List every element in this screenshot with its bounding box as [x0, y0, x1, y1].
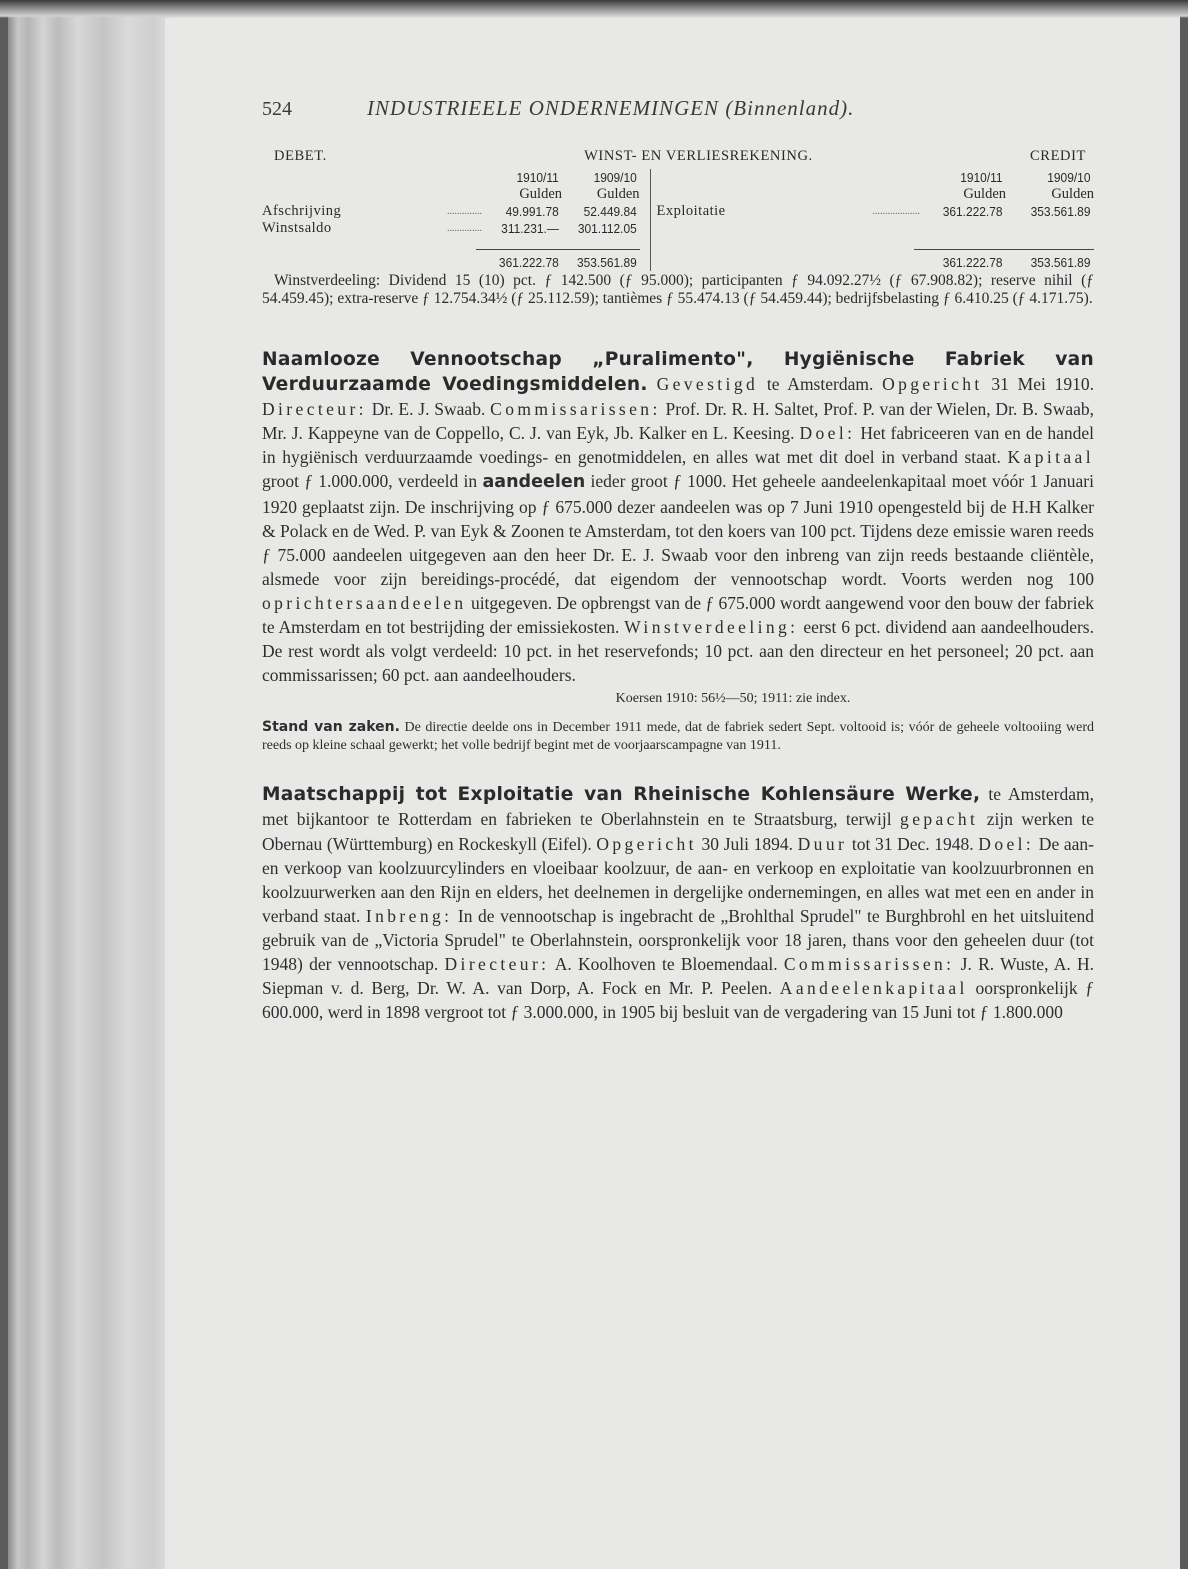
spaced-keyword: oprichtersaandeelen — [262, 592, 467, 613]
table-header-units — [262, 186, 1094, 203]
debit-unit-1: Gulden — [519, 186, 562, 202]
credit-unit-1: Gulden — [963, 186, 1006, 202]
entry-rheinische-kohlensaure — [262, 782, 1094, 1024]
table-total-row — [262, 254, 1094, 271]
spaced-keyword: Doel: — [799, 423, 856, 444]
status-title: Stand van zaken. — [262, 719, 400, 736]
spaced-keyword: Doel: — [978, 833, 1035, 854]
page-content — [262, 96, 1094, 1024]
status-note — [262, 719, 1094, 754]
status-text: De directie deelde ons in December 1911 mede, dat de fabriek sedert Sept. voltooid is; vóór de geheele voltooiing werd reeds op kleine schaal gewerkt; het volle bedrijf begint met de voorjaarscampagne van 1911. — [262, 720, 1094, 753]
entry-puralimento — [262, 347, 1094, 754]
spaced-keyword: Commissarissen: — [783, 953, 955, 974]
text-run: J. R. Wuste, A. H. Siepman v. d. Berg, Dr. W. A. van Dorp, A. Fock en Mr. P. Peelen. — [262, 953, 1094, 999]
table-rule-row — [262, 237, 1094, 254]
text-run: zijn werken te Obernau (Württemburg) en Rockeskyll (Eifel). — [262, 809, 1094, 854]
row-value: 311.231.— — [501, 221, 559, 236]
credit-unit-2: Gulden — [1051, 186, 1094, 202]
spaced-keyword: Aandeelenkapitaal — [779, 978, 968, 999]
profit-distribution: Winstverdeeling: Dividend 15 (10) pct. ƒ 142.500 (ƒ 95.000); participanten ƒ 94.092.27½ (ƒ 67.908.82); reserve nihil (ƒ 54.459.45); extra-reserve ƒ 12.754.34½ (ƒ 25.112.59); tantièmes ƒ 55.474.13 (ƒ 54.459.44); bedrijfsbelasting ƒ 6.410.25 (ƒ 4.171.75). — [262, 272, 1094, 307]
account-heading — [262, 148, 1094, 165]
text-run: uitgegeven. De opbrengst van de ƒ 675.000 wordt aangewend voor den bouw der fabriek te Amsterdam en tot bestrijding der emissiekosten. — [262, 592, 1094, 638]
text-run: In de vennootschap is ingebracht de „Brohlthal Sprudel" te Burghbrohl en het uitsluitend gebruik van de „Victoria Sprudel" te Oberlahnstein, oorspronkelijk voor 18 jaren, thans voor den geheelen duur (tot 1948) der vennootschap. — [262, 905, 1094, 974]
running-title: INDUSTRIEELE ONDERNEMINGEN (Binnenland). — [367, 96, 855, 120]
row-value: 353.561.89 — [1030, 204, 1091, 219]
row-label: Afschrijving — [262, 203, 342, 219]
bold-keyword: aandeelen — [482, 472, 586, 493]
leader-dots: .............. — [447, 206, 482, 217]
table-row — [262, 220, 1094, 237]
price-quotes: Koersen 1910: 56½—50; 1911: zie index. — [615, 691, 851, 707]
entry-text — [262, 374, 1094, 685]
table-header-years — [262, 169, 1094, 186]
row-label: Winstsaldo — [262, 220, 332, 236]
text-run: Prof. Dr. R. H. Saltet, Prof. P. van der Wielen, Dr. B. Swaab, Mr. J. Kappeyne van de Coppello, C. J. van Eyk, Jb. Kalker en L. Keesing. — [262, 399, 1094, 444]
row-value: 52.449.84 — [566, 203, 647, 220]
spaced-keyword: Inbreng: — [365, 905, 453, 926]
debit-unit-2: Gulden — [562, 186, 650, 203]
leader-dots: ................... — [872, 206, 920, 217]
debit-label: DEBET. — [274, 148, 327, 164]
row-label: Exploitatie — [656, 203, 726, 219]
text-run: groot ƒ 1.000.000, verdeeld in — [262, 471, 483, 492]
company-title: Maatschappij tot Exploitatie van Rheinische Kohlensäure Werke, — [262, 784, 981, 806]
total-value: 353.561.89 — [1030, 255, 1091, 270]
text-run: A. Koolhoven te Bloemendaal. — [549, 953, 784, 974]
text-run: tot 31 Dec. 1948. — [847, 833, 979, 854]
text-run: 31 Mei 1910. — [982, 374, 1094, 395]
spaced-keyword: Directeur: — [444, 953, 550, 974]
text-run: ieder groot ƒ 1000. Het geheele aandeelenkapitaal moet vóór 1 Januari 1920 geplaatst zijn. De inschrijving op ƒ 675.000 dezer aandeelen was op 7 Juni 1910 opengesteld bij de H.H Kalker & Polack en de Wed. P. van Eyk & Zoonen te Amsterdam, tot den koers van 100 pct. Tijdens deze emissie waren reeds ƒ 75.000 aandeelen uitgegeven aan den heer Dr. E. J. Swaab voor den inbreng van zijn reeds bestaande cliëntèle, alsmede voor zijn bereidings-procédé, dat eigendom der vennootschap wordt. Voorts werden nog 100 — [262, 471, 1095, 589]
spaced-keyword: Duur — [797, 833, 848, 854]
entry-text — [262, 784, 1094, 1022]
spaced-keyword: Opgericht — [596, 833, 697, 854]
debit-year-1: 1910/11 — [516, 170, 559, 185]
text-run: oorspronkelijk ƒ 600.000, werd in 1898 vergroot tot ƒ 3.000.000, in 1905 bij besluit van de vergadering van 15 Juni tot ƒ 1.800.000 — [262, 978, 1095, 1023]
spaced-keyword: Gevestigd — [656, 374, 759, 395]
spaced-keyword: Commissarissen: — [490, 399, 661, 420]
text-run: eerst 6 pct. dividend aan aandeelhouders. De rest wordt als volgt verdeeld: 10 pct. in het reservefonds; 10 pct. aan den directeur en het personeel; 20 pct. aan commissarissen; 60 pct. aan aandeelhouders. — [262, 617, 1094, 686]
spaced-keyword: Directeur: — [262, 399, 367, 420]
sum-rule — [476, 249, 562, 250]
running-head — [262, 96, 1094, 126]
sum-rule — [914, 249, 1006, 250]
entry-body — [262, 347, 1094, 687]
table-row — [262, 203, 1094, 220]
text-run: te Amsterdam, met bijkantoor te Rotterdam en fabrieken te Oberlahnstein en te Straatsburg, terwijl — [262, 784, 1095, 830]
credit-year-2: 1909/10 — [1047, 170, 1091, 185]
sum-rule — [1006, 249, 1094, 250]
spaced-keyword: Opgericht — [882, 374, 983, 395]
total-value: 361.222.78 — [498, 255, 559, 270]
page-number: 524 — [262, 98, 292, 120]
company-title: Naamlooze Vennootschap „Puralimento", Hygiënische Fabriek van Verduurzaamde Voedingsmiddelen. — [262, 349, 1094, 396]
spaced-keyword: Kapitaal — [1007, 447, 1094, 468]
spaced-keyword: Winstverdeeling: — [624, 617, 799, 638]
entry-body — [262, 782, 1094, 1024]
credit-label: CREDIT — [1030, 148, 1086, 164]
text-run: De aan- en verkoop van koolzuurcylinders en vloeibaar koolzuur, de aan- en verkoop en exploitatie van koolzuurbronnen en koolzuurwerken aan den Rijn en elders, het deelnemen in dergelijke ondernemingen, en alles wat met een en ander in verband staat. — [262, 833, 1094, 926]
profit-loss-table — [262, 169, 1094, 271]
leader-dots: .............. — [447, 223, 482, 234]
text-run: te Amsterdam. — [758, 374, 883, 395]
row-value: 49.991.78 — [505, 204, 559, 219]
spaced-keyword: gepacht — [900, 809, 979, 830]
account-title: WINST- EN VERLIESREKENING. — [584, 148, 813, 164]
book-top-edge — [0, 0, 1188, 18]
debit-year-2: 1909/10 — [566, 169, 647, 186]
total-value: 361.222.78 — [942, 255, 1003, 270]
credit-year-1: 1910/11 — [960, 170, 1003, 185]
text-run: Het fabriceeren van en de handel in hygiënisch verduurzaamde voedings- en genotmiddelen, en alles wat met dit doel in verband staat. — [262, 423, 1094, 468]
sum-rule — [562, 249, 640, 250]
row-value: 361.222.78 — [942, 204, 1003, 219]
text-run: Dr. E. J. Swaab. — [366, 399, 491, 420]
total-value: 353.561.89 — [566, 254, 647, 271]
row-value: 301.112.05 — [566, 220, 647, 237]
text-run: 30 Juli 1894. — [696, 833, 798, 854]
